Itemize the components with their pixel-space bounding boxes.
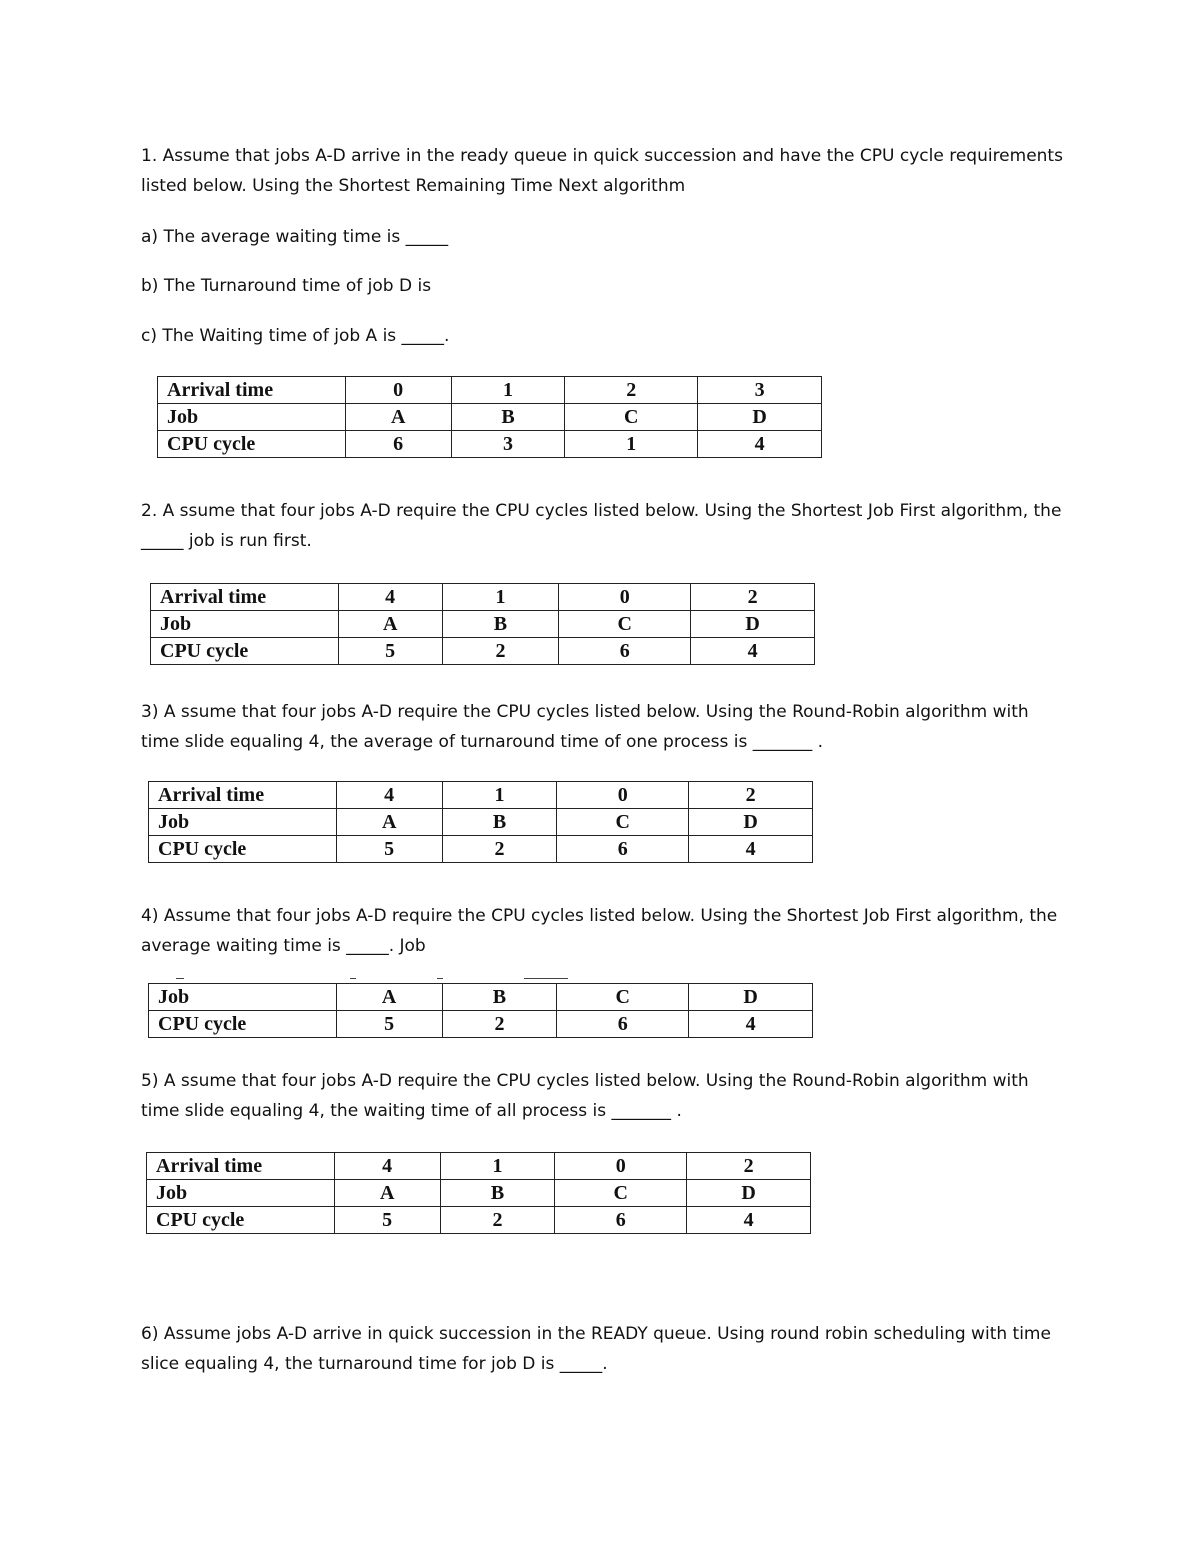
table-cell: 5 [334, 1207, 440, 1234]
table-row [158, 431, 822, 458]
table-cell: B [442, 984, 557, 1011]
table-cell: A [334, 1180, 440, 1207]
table-cell: 0 [345, 377, 451, 404]
row-label: Arrival time [158, 377, 346, 404]
table-cell: 2 [689, 782, 813, 809]
row-label: Arrival time [147, 1153, 335, 1180]
table-row [149, 1011, 813, 1038]
table-cell: 4 [689, 836, 813, 863]
table-cell: 4 [698, 431, 822, 458]
row-label: Job [151, 611, 339, 638]
table-row [158, 377, 822, 404]
q1-prompt: 1. Assume that jobs A-D arrive in the ready queue in quick succession and have the CPU cycle requirements listed below. Using the Shortest Remaining Time Next algorithm [141, 146, 1063, 196]
table-row [151, 611, 815, 638]
table-cell: 5 [336, 1011, 442, 1038]
table-row [149, 836, 813, 863]
table-row [147, 1207, 811, 1234]
table-cell: 1 [442, 782, 557, 809]
table-cell: 1 [442, 584, 559, 611]
row-label: Job [147, 1180, 335, 1207]
table-cell: C [557, 984, 689, 1011]
row-label: Arrival time [149, 782, 337, 809]
table-cell: 6 [557, 1011, 689, 1038]
q4-prompt: 4) Assume that four jobs A-D require the CPU cycles listed below. Using the Shortest Job First algorithm, the average waiting time is _____. Job [141, 906, 1058, 956]
q5-prompt: 5) A ssume that four jobs A-D require the CPU cycles listed below. Using the Round-Robin algorithm with time slide equaling 4, the waiting time of all process is _______ . [141, 1071, 1029, 1121]
table-cell: C [565, 404, 698, 431]
row-label: CPU cycle [151, 638, 339, 665]
table-cell: D [691, 611, 815, 638]
q1-part-a: a) The average waiting time is _____ [141, 227, 449, 247]
scan-artifact [524, 978, 568, 979]
table-cell: 6 [559, 638, 691, 665]
table-cell: 1 [440, 1153, 555, 1180]
table-row [147, 1180, 811, 1207]
q1-part-b: b) The Turnaround time of job D is [141, 276, 432, 296]
q6-prompt: 6) Assume jobs A-D arrive in quick succession in the READY queue. Using round robin scheduling with time slice equaling 4, the turnaround time for job D is _____. [141, 1324, 1051, 1374]
row-label: CPU cycle [149, 836, 337, 863]
table-cell: 1 [451, 377, 565, 404]
table-cell: C [559, 611, 691, 638]
table-cell: 4 [691, 638, 815, 665]
table-row [149, 782, 813, 809]
table-cell: 0 [555, 1153, 687, 1180]
q1-part-c: c) The Waiting time of job A is _____. [141, 326, 450, 346]
table-cell: A [345, 404, 451, 431]
table-cell: 2 [687, 1153, 811, 1180]
table-row [151, 584, 815, 611]
table-cell: B [451, 404, 565, 431]
table-cell: 6 [345, 431, 451, 458]
table-cell: 3 [451, 431, 565, 458]
row-label: CPU cycle [147, 1207, 335, 1234]
row-label: Arrival time [151, 584, 339, 611]
table-cell: C [555, 1180, 687, 1207]
table-row [158, 404, 822, 431]
table-row [147, 1153, 811, 1180]
table-cell: 2 [442, 1011, 557, 1038]
table-cell: 2 [691, 584, 815, 611]
table-cell: 5 [338, 638, 442, 665]
table-cell: 0 [559, 584, 691, 611]
table-cell: B [442, 611, 559, 638]
table-cell: 2 [565, 377, 698, 404]
q3-prompt: 3) A ssume that four jobs A-D require the CPU cycles listed below. Using the Round-Robin algorithm with time slide equaling 4, the average of turnaround time of one process is _______ . [141, 702, 1029, 752]
table-cell: 4 [687, 1207, 811, 1234]
table-cell: 2 [442, 836, 557, 863]
table-cell: A [336, 809, 442, 836]
table-cell: B [440, 1180, 555, 1207]
q2-prompt: 2. A ssume that four jobs A-D require the CPU cycles listed below. Using the Shortest Job First algorithm, the _____ job is run first. [141, 501, 1062, 551]
table-cell: 2 [440, 1207, 555, 1234]
table-cell: A [336, 984, 442, 1011]
table-cell: 5 [336, 836, 442, 863]
scan-artifact [350, 978, 356, 979]
table-cell: 6 [557, 836, 689, 863]
scan-artifact [176, 978, 184, 979]
row-label: Job [149, 809, 337, 836]
table-cell: 6 [555, 1207, 687, 1234]
table-cell: A [338, 611, 442, 638]
row-label: CPU cycle [158, 431, 346, 458]
table-row [151, 638, 815, 665]
q2-table [150, 583, 815, 665]
table-cell: D [689, 809, 813, 836]
table-cell: 1 [565, 431, 698, 458]
table-cell: B [442, 809, 557, 836]
row-label: Job [149, 984, 337, 1011]
scan-artifact [437, 978, 443, 979]
q3-table [148, 781, 813, 863]
table-row [149, 809, 813, 836]
table-cell: 4 [338, 584, 442, 611]
row-label: CPU cycle [149, 1011, 337, 1038]
row-label: Job [158, 404, 346, 431]
table-cell: D [689, 984, 813, 1011]
table-cell: C [557, 809, 689, 836]
q5-table [146, 1152, 811, 1234]
table-cell: 4 [689, 1011, 813, 1038]
table-cell: 3 [698, 377, 822, 404]
q1-table [157, 376, 822, 458]
table-cell: 4 [334, 1153, 440, 1180]
table-cell: 4 [336, 782, 442, 809]
table-cell: D [687, 1180, 811, 1207]
q4-table [148, 983, 813, 1038]
table-row [149, 984, 813, 1011]
table-cell: D [698, 404, 822, 431]
table-cell: 2 [442, 638, 559, 665]
table-cell: 0 [557, 782, 689, 809]
